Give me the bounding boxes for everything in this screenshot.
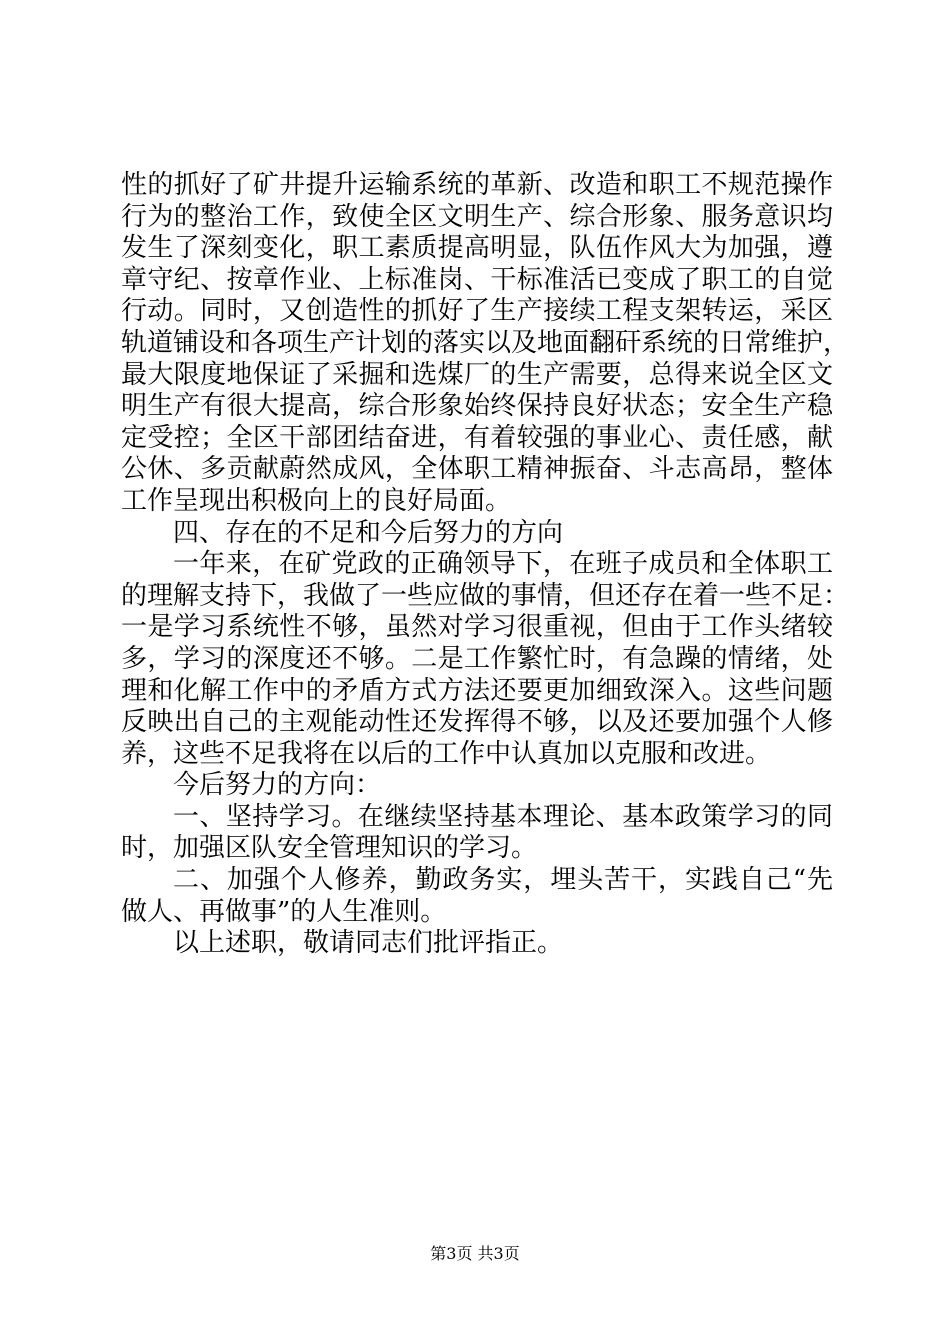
text-line: 二、加强个人修养，勤政务实，埋头苦干，实践自己“先	[173, 865, 833, 896]
text-line: 理和化解工作中的矛盾方式方法还要更加细致深入。这些问题	[121, 675, 833, 706]
text-line: 今后努力的方向：	[173, 770, 382, 801]
text-line: 多，学习的深度还不够。二是工作繁忙时，有急躁的情绪，处	[121, 643, 833, 674]
document-body	[121, 170, 850, 960]
section-heading: 四、存在的不足和今后努力的方向	[173, 517, 564, 548]
text-line: 反映出自己的主观能动性还发挥得不够，以及还要加强个人修	[121, 707, 833, 738]
text-line: 发生了深刻变化，职工素质提高明显，队伍作风大为加强，遵	[121, 233, 833, 264]
text-line: 一年来，在矿党政的正确领导下，在班子成员和全体职工	[173, 549, 833, 580]
text-line: 最大限度地保证了采掘和选煤厂的生产需要，总得来说全区文	[121, 359, 833, 390]
section-heading-shortcomings	[121, 518, 833, 550]
paragraph-direction-one	[121, 802, 833, 865]
paragraph-achievements	[121, 170, 850, 518]
text-line: 一、坚持学习。在继续坚持基本理论、基本政策学习的同	[173, 801, 833, 832]
text-line: 章守纪、按章作业、上标准岗、干标准活已变成了职工的自觉	[121, 264, 833, 295]
paragraph-shortcomings	[121, 549, 850, 770]
text-line: 工作呈现出积极向上的良好局面。	[121, 485, 512, 516]
text-line: 行动。同时，又创造性的抓好了生产接续工程支架转运，采区	[121, 296, 833, 327]
text-line: 公休、多贡献蔚然成风，全体职工精神振奋、斗志高昂，整体	[121, 454, 833, 485]
page-footer: 第3页 共3页	[430, 1244, 520, 1263]
text-line: 明生产有很大提高，综合形象始终保持良好状态；安全生产稳	[121, 391, 833, 422]
text-line: 轨道铺设和各项生产计划的落实以及地面翻矸系统的日常维护，	[121, 327, 850, 358]
text-line: 的理解支持下，我做了一些应做的事情，但还存在着一些不足：	[121, 580, 850, 611]
paragraph-direction-heading	[121, 770, 833, 802]
text-line: 一是学习系统性不够，虽然对学习很重视，但由于工作头绪较	[121, 612, 833, 643]
text-line: 养，这些不足我将在以后的工作中认真加以克服和改进。	[121, 738, 772, 769]
paragraph-closing	[121, 928, 833, 960]
text-line: 时，加强区队安全管理知识的学习。	[121, 833, 538, 864]
paragraph-direction-two	[121, 865, 833, 928]
text-line: 性的抓好了矿井提升运输系统的革新、改造和职工不规范操作	[121, 170, 833, 200]
text-line: 做人、再做事”的人生准则。	[121, 896, 447, 927]
text-line: 行为的整治工作，致使全区文明生产、综合形象、服务意识均	[121, 201, 833, 232]
text-line: 以上述职，敬请同志们批评指正。	[173, 928, 564, 959]
text-line: 定受控；全区干部团结奋进，有着较强的事业心、责任感，献	[121, 422, 833, 453]
